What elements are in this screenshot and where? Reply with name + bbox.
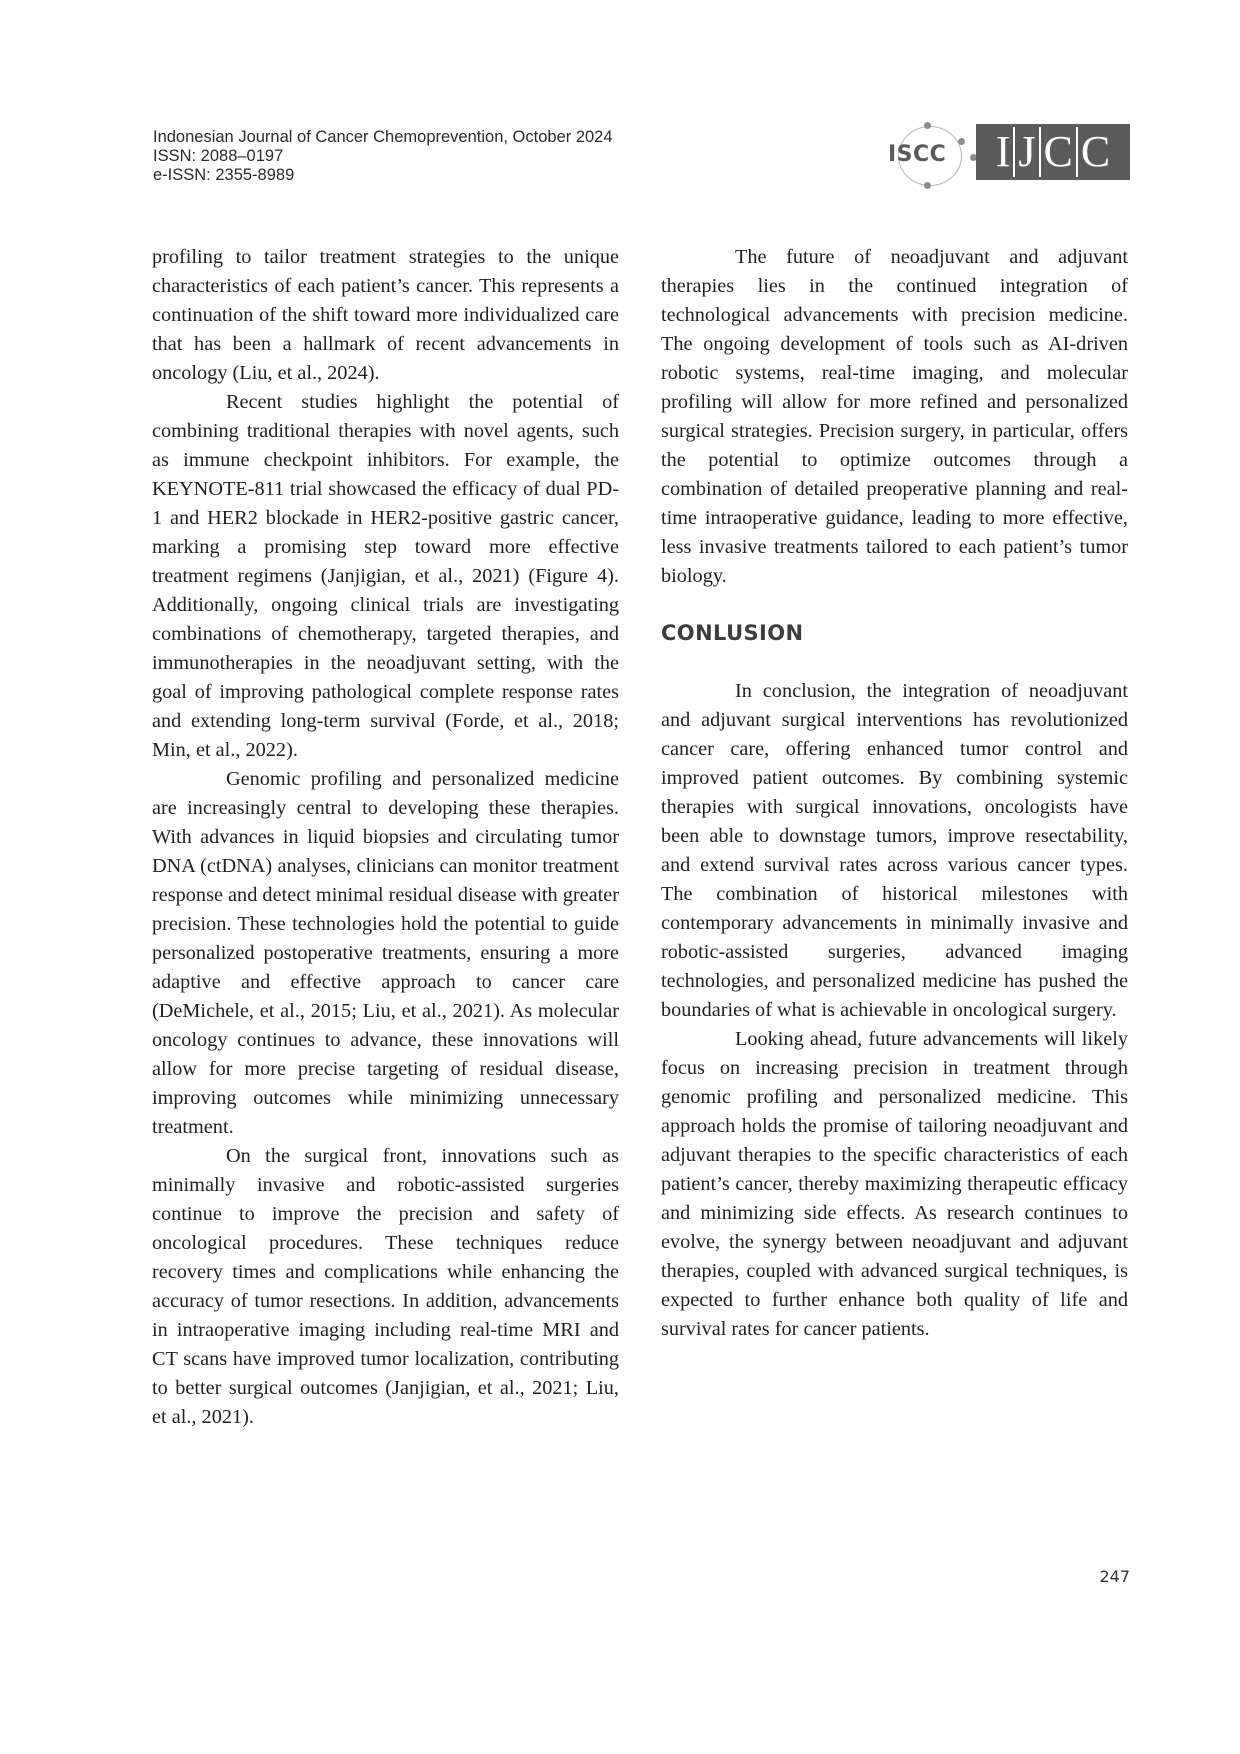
- iscc-logo-text: ISCC: [888, 142, 947, 167]
- section-heading: CONLUSION: [661, 621, 804, 645]
- paragraph: Recent studies highlight the potential of combining traditional therapies with novel agents, such as immune checkpoint inhibitors. For example, the KEYNOTE-811 trial showcased the efficacy of dual PD-1 and HER2 blockade in HER2-positive gastric cancer, marking a promising step toward more effective treatment regimens (Janjigian, et al., 2021) (Figure 4). Additionally, ongoing clinical trials are investigating combinations of chemotherapy, targeted therapies, and immunotherapies in the neoadjuvant setting, with the goal of improving pathological complete response rates and extending long-term survival (Forde, et al., 2018; Min, et al., 2022).: [152, 391, 619, 761]
- paragraph: In conclusion, the integration of neoadjuvant and adjuvant surgical interventions has revolutionized cancer care, offering enhanced tumor control and improved patient outcomes. By combining systemic therapies with surgical innovations, oncologists have been able to downstage tumors, improve resectability, and extend survival rates across various cancer types. The combination of historical milestones with contemporary advancements in minimally invasive and robotic-assisted surgeries, advanced imaging technologies, and personalized medicine has pushed the boundaries of what is achievable in oncological surgery.: [661, 680, 1128, 1021]
- iscc-node-dot: [958, 138, 965, 145]
- ijcc-letter: C: [1076, 127, 1113, 177]
- iscc-node-dot: [924, 182, 931, 189]
- ijcc-letter: C: [1039, 127, 1076, 177]
- paragraph: On the surgical front, innovations such as minimally invasive and robotic-assisted surgeries continue to improve the precision and safety of oncological procedures. These techniques reduce recovery times and complications while enhancing the accuracy of tumor resections. In addition, advancements in intraoperative imaging including real-time MRI and CT scans have improved tumor localization, contributing to better surgical outcomes (Janjigian, et al., 2021; Liu, et al., 2021).: [152, 1145, 619, 1428]
- left-column: [152, 243, 619, 1432]
- journal-logo: [884, 118, 1132, 192]
- journal-title: Indonesian Journal of Cancer Chemoprevention, October 2024: [153, 128, 613, 146]
- ijcc-letter: I: [995, 127, 1011, 176]
- iscc-node-dot: [924, 122, 931, 129]
- right-column: [661, 243, 1128, 1344]
- e-issn: e-ISSN: 2355-8989: [153, 166, 295, 184]
- issn: ISSN: 2088–0197: [153, 147, 284, 165]
- paragraph: Genomic profiling and personalized medicine are increasingly central to developing these therapies. With advances in liquid biopsies and circulating tumor DNA (ctDNA) analyses, clinicians can monitor treatment response and detect minimal residual disease with greater precision. These technologies hold the potential to guide personalized postoperative treatments, ensuring a more adaptive and effective approach to cancer care (DeMichele, et al., 2015; Liu, et al., 2021). As molecular oncology continues to advance, these innovations will allow for more precise targeting of residual disease, improving outcomes while minimizing unnecessary treatment.: [152, 768, 619, 1138]
- iscc-logo: [884, 122, 980, 188]
- paragraph: profiling to tailor treatment strategies to the unique characteristics of each patient’s cancer. This represents a continuation of the shift toward more individualized care that has been a hallmark of recent advancements in oncology (Liu, et al., 2024).: [152, 246, 619, 384]
- paragraph: The future of neoadjuvant and adjuvant therapies lies in the continued integration of technological advancements with precision medicine. The ongoing development of tools such as AI-driven robotic systems, real-time imaging, and molecular profiling will allow for more refined and personalized surgical strategies. Precision surgery, in particular, offers the potential to optimize outcomes through a combination of detailed preoperative planning and real-time intraoperative guidance, leading to more effective, less invasive treatments tailored to each patient’s tumor biology.: [661, 246, 1128, 587]
- page-number: 247: [1099, 1567, 1130, 1586]
- ijcc-logo: [976, 124, 1130, 180]
- journal-header: [153, 128, 713, 185]
- paragraph: Looking ahead, future advancements will likely focus on increasing precision in treatment through genomic profiling and personalized medicine. This approach holds the promise of tailoring neoadjuvant and adjuvant therapies to the specific characteristics of each patient’s cancer, thereby maximizing therapeutic efficacy and minimizing side effects. As research continues to evolve, the synergy between neoadjuvant and adjuvant therapies, coupled with advanced surgical techniques, is expected to further enhance both quality of life and survival rates for cancer patients.: [661, 1028, 1128, 1340]
- ijcc-letter: J: [1013, 127, 1038, 177]
